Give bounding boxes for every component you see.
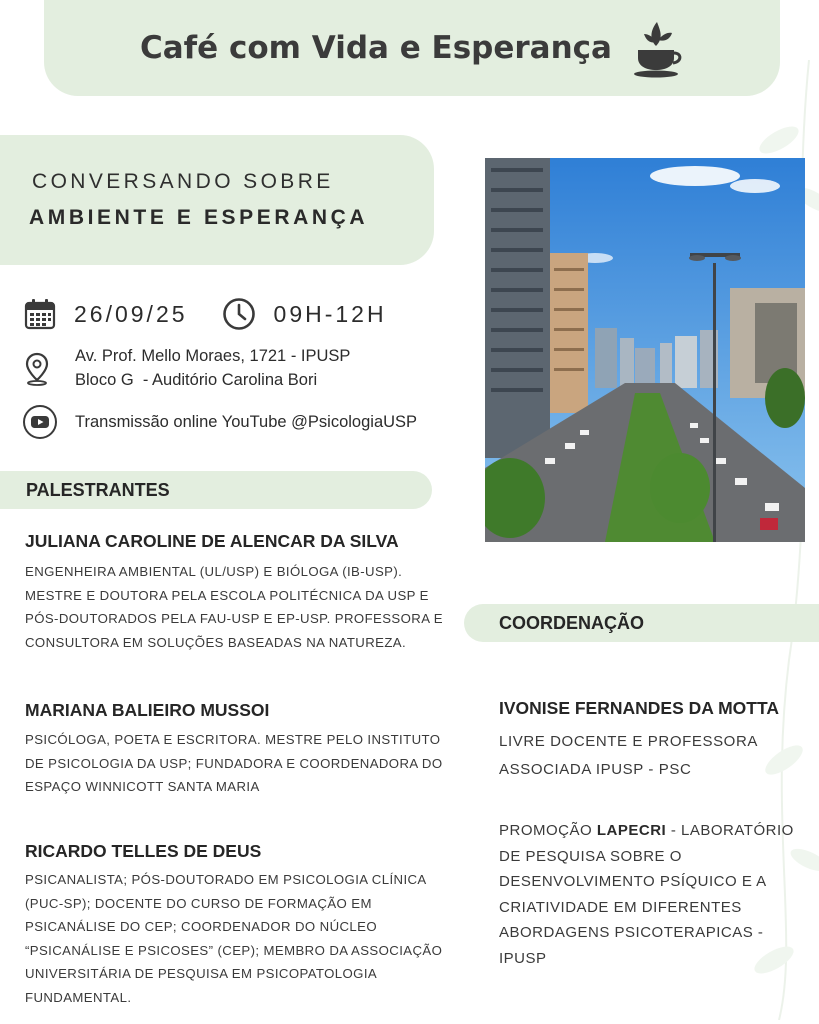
city-avenue-photo <box>485 158 805 542</box>
promotion-org: LAPECRI <box>596 822 667 839</box>
topic-line-2: AMBIENTE E ESPERANÇA <box>29 206 369 229</box>
speaker-bio: PSICANALISTA; PÓS-DOUTORADO EM PSICOLOGIA CLÍNICA (PUC-SP); DOCENTE DO CURSO DE FORMAÇÃO EM PSICANÁLISE DO CEP; COORDENADOR DO NÚCLEO “PSICANÁLISE E PSICOSES” (CEP); MEMBRO DA ASSOCIAÇÃO UNIVERSITÁRIA DE PESQUISA EM PSICOPATOLOGIA FUNDAMENTAL. <box>25 872 443 1005</box>
topic-line-1: CONVERSANDO SOBRE <box>32 170 334 193</box>
promotion-prefix: PROMOÇÃO <box>499 822 593 839</box>
speaker-bio: ENGENHEIRA AMBIENTAL (UL/USP) E BIÓLOGA (IB-USP). MESTRE E DOUTORA PELA ESCOLA POLITÉCNICA DA USP E PÓS-DOUTORADOS PELA FAU-USP E EP-USP. PROFESSORA E CONSULTORA EM SOLUÇÕES BASEADAS NA NATUREZA. <box>25 564 443 650</box>
coffee-cup-icon <box>630 18 684 78</box>
event-title: Café com Vida e Esperança <box>140 30 612 66</box>
youtube-icon <box>22 404 58 440</box>
calendar-icon <box>24 298 56 330</box>
address-line-2: Bloco G - Auditório Carolina Bori <box>75 371 318 389</box>
coordination-heading: COORDENAÇÃO <box>499 613 645 633</box>
title-banner <box>44 0 780 96</box>
clock-icon <box>222 297 256 331</box>
stream-info: Transmissão online YouTube @PsicologiaUSP <box>75 413 418 431</box>
speaker-name: JULIANA CAROLINE DE ALENCAR DA SILVA <box>25 531 399 551</box>
coordinator-name: IVONISE FERNANDES DA MOTTA <box>499 698 780 718</box>
coordinator-bio: LIVRE DOCENTE E PROFESSORA ASSOCIADA IPUSP - PSC <box>499 733 758 778</box>
event-time: 09H-12H <box>273 300 387 327</box>
speaker-bio: PSICÓLOGA, POETA E ESCRITORA. MESTRE PELO INSTITUTO DE PSICOLOGIA DA USP; FUNDADORA E COORDENADORA DO ESPAÇO WINNICOTT SANTA MARIA <box>25 732 443 794</box>
speakers-heading: PALESTRANTES <box>26 480 170 500</box>
topic-banner <box>0 135 434 265</box>
event-date: 26/09/25 <box>74 300 188 327</box>
address-line-1: Av. Prof. Mello Moraes, 1721 - IPUSP <box>75 347 351 365</box>
event-address <box>75 344 350 392</box>
promotion-info <box>499 818 809 971</box>
speaker-name: RICARDO TELLES DE DEUS <box>25 841 262 861</box>
speaker-name: MARIANA BALIEIRO MUSSOI <box>25 700 270 720</box>
date-time-row <box>24 296 387 332</box>
promotion-text: - LABORATÓRIO DE PESQUISA SOBRE O DESENVOLVIMENTO PSÍQUICO E A CRIATIVIDADE EM DIFERENTES ABORDAGENS PSICOTERAPICAS - IPUSP <box>499 822 794 967</box>
location-pin-icon <box>24 352 50 386</box>
